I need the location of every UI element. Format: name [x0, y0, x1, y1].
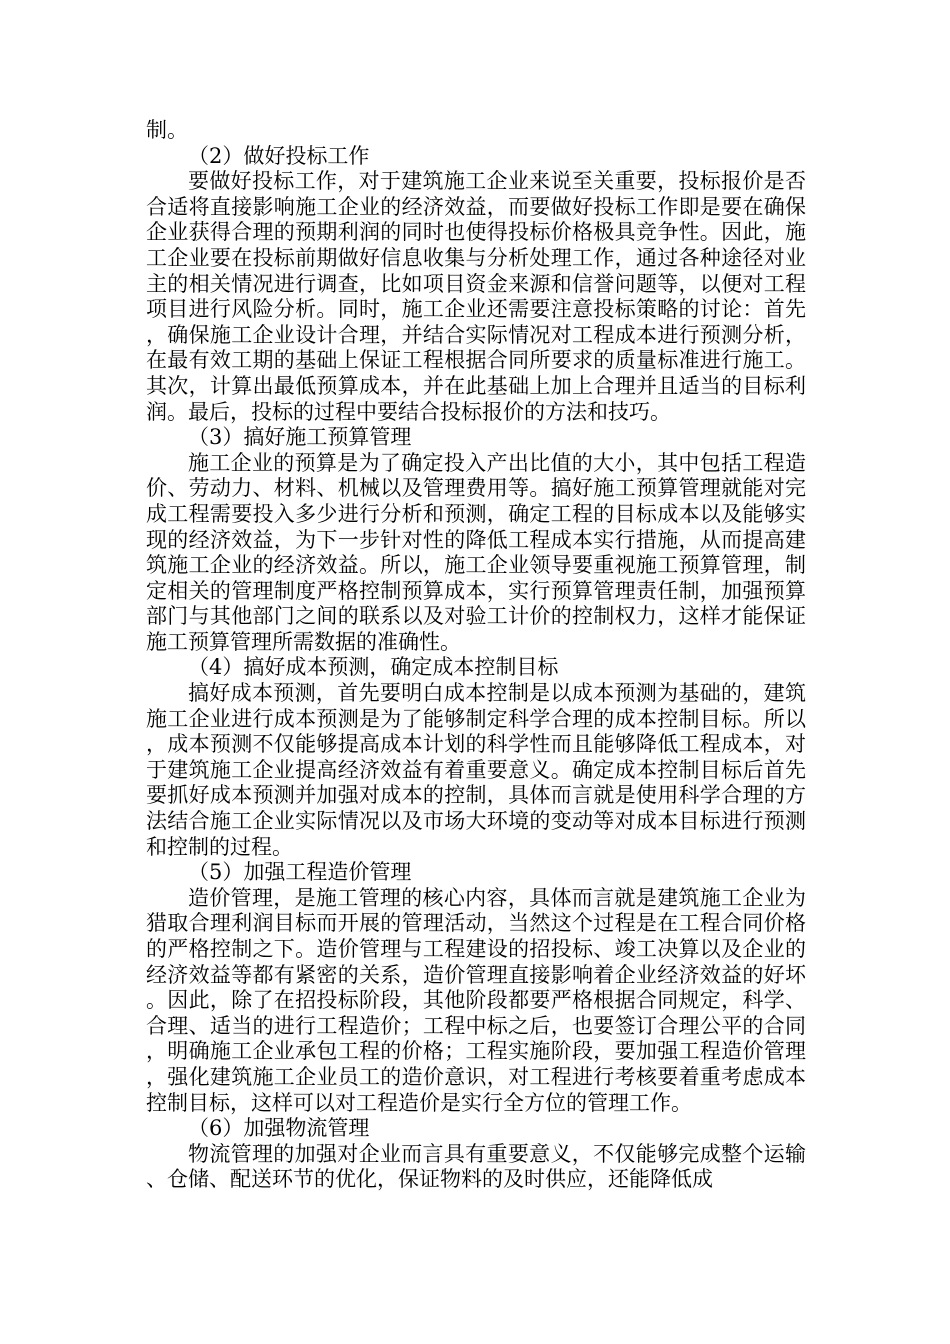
section-body-2: 要做好投标工作，对于建筑施工企业来说至关重要，投标报价是否合适将直接影响施工企业的经济效益，而要做好投标工作即是要在确保企业获得合理的预期利润的同时也使得投标价格极具竞争性。因此，施工企业要在投标前期做好信息收集与分析处理工作，通过各种途径对业主的相关情况进行调查，比如项目资金来源和信誉问题等，以便对工程项目进行风险分析。同时，施工企业还需要注意投标策略的讨论：首先，确保施工企业设计合理，并结合实际情况对工程成本进行预测分析，在最有效工期的基础上保证工程根据合同所要求的质量标准进行施工。其次，计算出最低预算成本，并在此基础上加上合理并且适当的目标利润。最后，投标的过程中要结合投标报价的方法和技巧。: [146, 169, 806, 424]
section-body-3: 施工企业的预算是为了确定投入产出比值的大小，其中包括工程造价、劳动力、材料、机械以及管理费用等。搞好施工预算管理就能对完成工程需要投入多少进行分析和预测，确定工程的目标成本以及能够实现的经济效益，为下一步针对性的降低工程成本实行措施，从而提高建筑施工企业的经济效益。所以，施工企业领导要重视施工预算管理，制定相关的管理制度严格控制预算成本，实行预算管理责任制，加强预算部门与其他部门之间的联系以及对验工计价的控制权力，这样才能保证施工预算管理所需数据的准确性。: [146, 450, 806, 654]
lead-text: 制。: [146, 118, 188, 142]
section-heading-3: （3）搞好施工预算管理: [188, 425, 412, 450]
section-heading-2: （2）做好投标工作: [188, 143, 370, 168]
section-body-4: 搞好成本预测，首先要明白成本控制是以成本预测为基础的，建筑施工企业进行成本预测是为了能够制定科学合理的成本控制目标。所以，成本预测不仅能够提高成本计划的科学性而且能够降低工程成本，对于建筑施工企业提高经济效益有着重要意义。确定成本控制目标后首先要抓好成本预测并加强对成本的控制，具体而言就是使用科学合理的方法结合施工企业实际情况以及市场大环境的变动等对成本目标进行预测和控制的过程。: [146, 681, 806, 859]
section-body-5: 造价管理，是施工管理的核心内容，具体而言就是建筑施工企业为猎取合理利润目标而开展的管理活动，当然这个过程是在工程合同价格的严格控制之下。造价管理与工程建设的招投标、竣工决算以及企业的经济效益等都有紧密的关系，造价管理直接影响着企业经济效益的好坏。因此，除了在招投标阶段，其他阶段都要严格根据合同规定，科学、合理、适当的进行工程造价；工程中标之后，也要签订合理公平的合同，明确施工企业承包工程的价格；工程实施阶段，要加强工程造价管理，强化建筑施工企业员工的造价意识，对工程进行考核要着重考虑成本控制目标，这样可以对工程造价是实行全方位的管理工作。: [146, 885, 806, 1115]
section-heading-6: （6）加强物流管理: [188, 1116, 370, 1141]
document-page: [146, 118, 806, 1193]
section-heading-4: （4）搞好成本预测，确定成本控制目标: [188, 655, 559, 680]
section-heading-5: （5）加强工程造价管理: [188, 860, 412, 885]
section-body-6: 物流管理的加强对企业而言具有重要意义，不仅能够完成整个运输、仓储、配送环节的优化，保证物料的及时供应，还能降低成: [146, 1141, 806, 1192]
